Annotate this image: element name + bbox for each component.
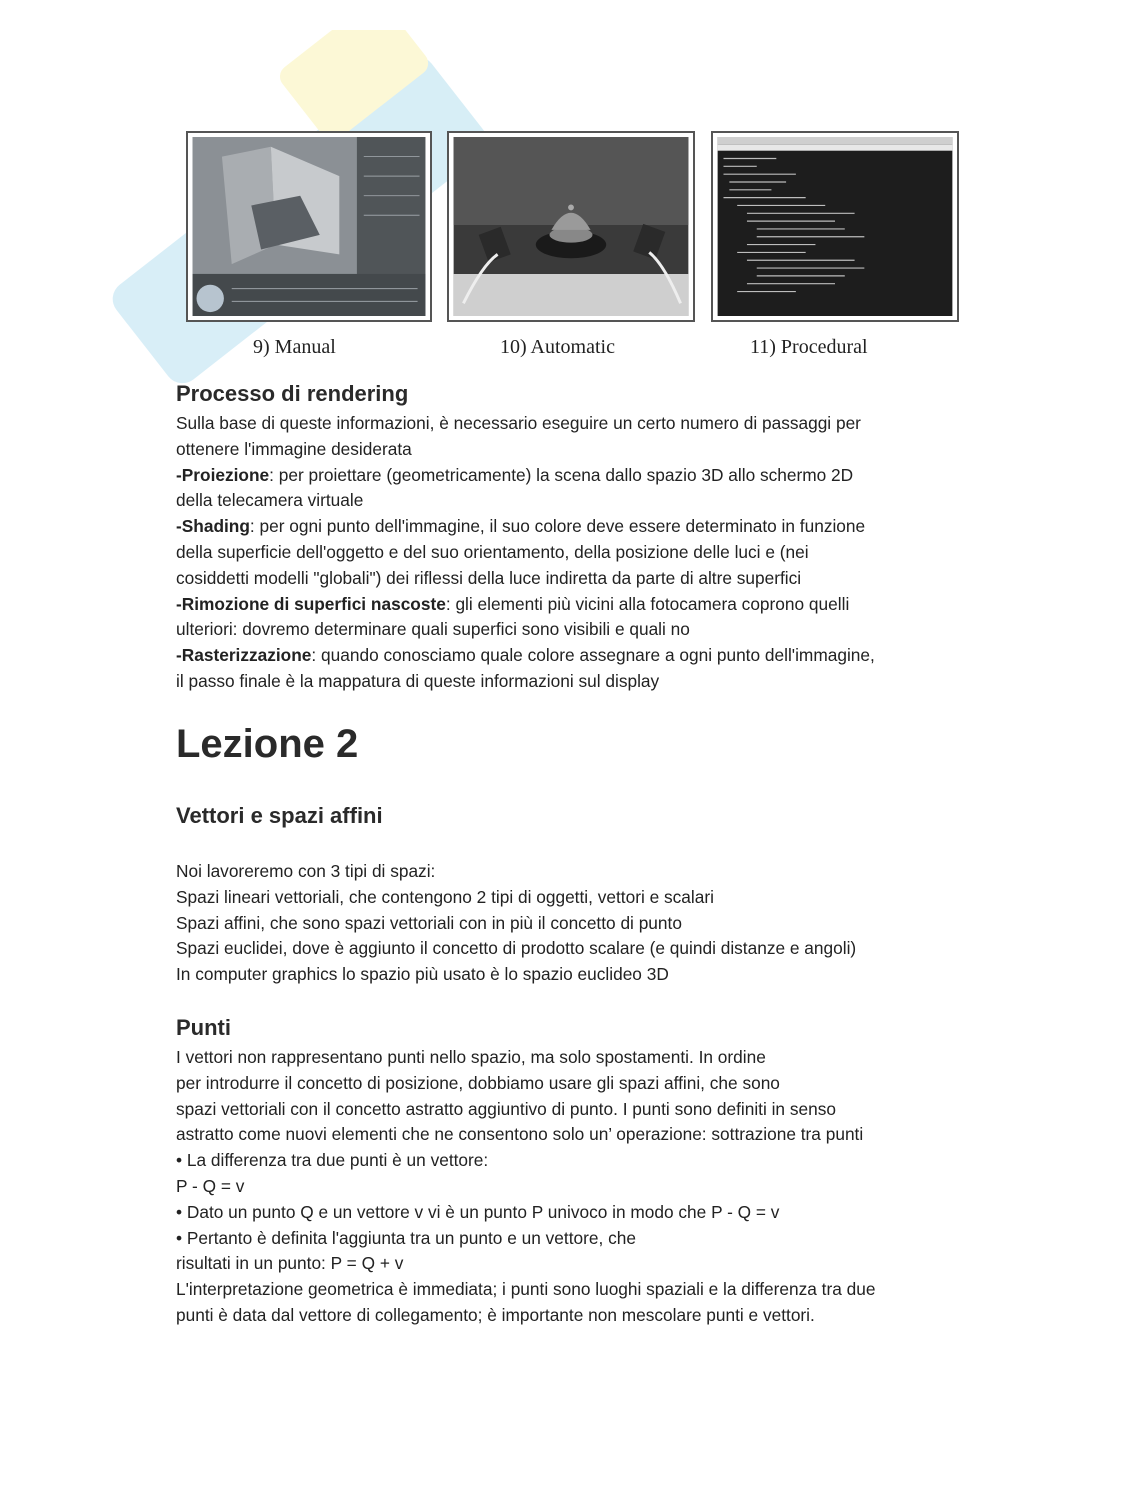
figure-caption-automatic: 10) Automatic	[500, 336, 615, 358]
manual-modeling-image	[192, 137, 426, 316]
automatic-scanning-image	[453, 137, 689, 316]
section-title-vectors: Vettori e spazi affini	[176, 803, 383, 828]
paragraph-line: risultati in un punto: P = Q + v	[176, 1253, 404, 1274]
rendering-body	[176, 411, 976, 695]
paragraph-line: P - Q = v	[176, 1175, 245, 1196]
figure-caption-procedural: 11) Procedural	[750, 336, 868, 358]
section-title-rendering: Processo di rendering	[176, 381, 409, 406]
figure-automatic	[447, 131, 695, 322]
paragraph-line: della telecamera virtuale	[176, 490, 364, 511]
paragraph-line: cosiddetti modelli "globali") dei riflessi della luce indiretta da parte di altre superfici	[176, 567, 802, 588]
vectors-body	[176, 859, 976, 988]
paragraph-line: I vettori non rappresentano punti nello spazio, ma solo spostamenti. In ordine	[176, 1047, 766, 1067]
lesson-title: Lezione 2	[176, 722, 359, 766]
paragraph-line: ottenere l'immagine desiderata	[176, 438, 412, 459]
figure-manual	[186, 131, 432, 322]
figure-caption-manual: 9) Manual	[253, 336, 336, 358]
list-item: -Rimozione di superfici nascoste: gli elementi più vicini alla fotocamera coprono quelli	[176, 593, 850, 614]
paragraph-line: ulteriori: dovremo determinare quali superfici sono visibili e quali no	[176, 619, 690, 640]
term-proiezione: -Proiezione	[176, 464, 270, 485]
paragraph-line: il passo finale è la mappatura di queste informazioni sul display	[176, 670, 660, 691]
section-title-points: Punti	[176, 1015, 231, 1040]
paragraph-line: Sulla base di queste informazioni, è necessario eseguire un certo numero di passaggi per	[176, 413, 861, 433]
paragraph-line: Spazi lineari vettoriali, che contengono 2 tipi di oggetti, vettori e scalari	[176, 886, 714, 907]
paragraph-line: spazi vettoriali con il concetto astratto aggiuntivo di punto. I punti sono definiti in senso	[176, 1098, 836, 1119]
paragraph-line: • Pertanto è definita l'aggiunta tra un punto e un vettore, che	[176, 1227, 636, 1248]
paragraph-line: L'interpretazione geometrica è immediata; i punti sono luoghi spaziali e la differenza tra due	[176, 1279, 876, 1300]
paragraph-line: In computer graphics lo spazio più usato è lo spazio euclideo 3D	[176, 964, 669, 985]
list-item: -Shading: per ogni punto dell'immagine, il suo colore deve essere determinato in funzione	[176, 516, 866, 537]
paragraph-line: della superficie dell'oggetto e del suo orientamento, della posizione delle luci e (nei	[176, 541, 809, 562]
paragraph-line: astratto come nuovi elementi che ne consentono solo un’ operazione: sottrazione tra punti	[176, 1124, 864, 1145]
term-rimozione: -Rimozione di superfici nascoste	[176, 593, 446, 614]
paragraph-line: • La differenza tra due punti è un vettore:	[176, 1150, 489, 1171]
paragraph-line: per introdurre il concetto di posizione, dobbiamo usare gli spazi affini, che sono	[176, 1072, 780, 1093]
paragraph-line: Noi lavoreremo con 3 tipi di spazi:	[176, 861, 436, 881]
paragraph-line: Spazi euclidei, dove è aggiunto il concetto di prodotto scalare (e quindi distanze e angoli)	[176, 938, 857, 959]
term-rasterizzazione: -Rasterizzazione	[176, 645, 312, 666]
list-item: -Proiezione: per proiettare (geometricamente) la scena dallo spazio 3D allo schermo 2D	[176, 464, 854, 485]
figure-procedural	[711, 131, 959, 322]
paragraph-line: Spazi affini, che sono spazi vettoriali con in più il concetto di punto	[176, 912, 682, 933]
procedural-code-image	[717, 137, 953, 316]
paragraph-line: punti è data dal vettore di collegamento; è importante non mescolare punti e vettori.	[176, 1304, 815, 1325]
points-body	[176, 1045, 976, 1329]
paragraph-line: • Dato un punto Q e un vettore v vi è un punto P univoco in modo che P - Q = v	[176, 1201, 780, 1222]
term-shading: -Shading	[176, 516, 250, 537]
list-item: -Rasterizzazione: quando conosciamo quale colore assegnare a ogni punto dell'immagine,	[176, 645, 875, 666]
